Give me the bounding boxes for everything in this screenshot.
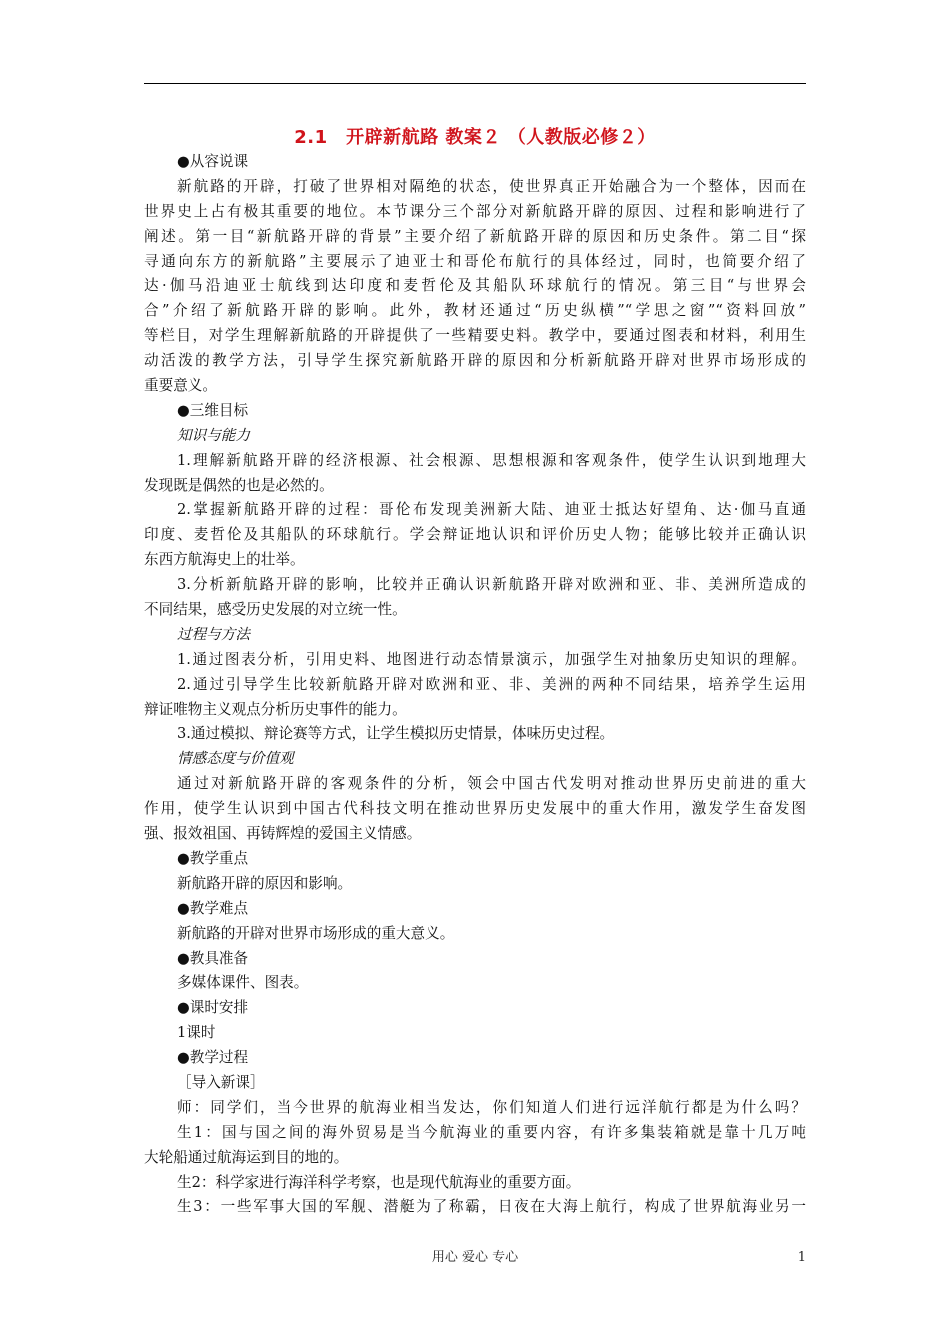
text-line: 1.理解新航路开辟的经济根源、社会根源、思想根源和客观条件，使学生认识到地理大	[177, 451, 806, 469]
text-line: 通过对新航路开辟的客观条件的分析，领会中国古代发明对推动世界历史前进的重大	[177, 775, 806, 793]
text-line: 寻通向东方的新航路”主要展示了迪亚士和哥伦布航行的具体经过，同时，也简要介绍了	[144, 252, 806, 270]
text-line: 达·伽马沿迪亚士航线到达印度和麦哲伦及其船队环球航行的情况。第三目“与世界会	[144, 277, 806, 295]
text-line: 东西方航海史上的壮举。	[144, 551, 305, 569]
text-line: 辩证唯物主义观点分析历史事件的能力。	[144, 700, 407, 718]
text-line: ●教具准备	[177, 949, 249, 967]
text-line: 3.通过模拟、辩论赛等方式，让学生模拟历史情景，体味历史过程。	[177, 725, 615, 743]
text-line: 新航路的开辟，打破了世界相对隔绝的状态，使世界真正开始融合为一个整体，因而在	[177, 177, 806, 195]
text-line: 3.分析新航路开辟的影响，比较并正确认识新航路开辟对欧洲和亚、非、美洲所造成的	[177, 576, 806, 594]
text-line: 生2：科学家进行海洋科学考察，也是现代航海业的重要方面。	[177, 1173, 581, 1191]
text-line: 重要意义。	[144, 377, 217, 395]
page-footer: 用心 爱心 专心	[431, 1250, 519, 1265]
text-line: 生3：一些军事大国的军舰、潜艇为了称霸，日夜在大海上航行，构成了世界航海业另一	[177, 1198, 806, 1216]
text-line: 世界史上占有极其重要的地位。本节课分三个部分对新航路开辟的原因、过程和影响进行了	[144, 202, 806, 220]
text-line: ●教学重点	[177, 849, 249, 867]
text-line: 新航路开辟的原因和影响。	[177, 874, 353, 892]
page-number: 1	[797, 1250, 806, 1265]
text-line: 强、报效祖国、再铸辉煌的爱国主义情感。	[144, 825, 422, 843]
text-line: 等栏目，对学生理解新航路的开辟提供了一些精要史料。教学中，要通过图表和材料，利用生	[144, 327, 806, 345]
text-line: ●从容说课	[177, 153, 249, 170]
text-line: 多媒体课件、图表。	[177, 974, 309, 992]
text-line: 阐述。第一目“新航路开辟的背景”主要介绍了新航路开辟的原因和历史条件。第二目“探	[144, 227, 806, 245]
text-line: 师：同学们，当今世界的航海业相当发达，你们知道人们进行远洋航行都是为什么吗？	[177, 1098, 806, 1116]
text-line: 新航路的开辟对世界市场形成的重大意义。	[177, 924, 455, 942]
text-line: 印度、麦哲伦及其船队的环球航行。学会辩证地认识和评价历史人物；能够比较并正确认识	[144, 526, 806, 544]
text-line: 1.通过图表分析，引用史料、地图进行动态情景演示，加强学生对抽象历史知识的理解。	[177, 650, 806, 668]
text-line: ［导入新课］	[177, 1073, 265, 1091]
text-line: 2.通过引导学生比较新航路开辟对欧洲和亚、非、美洲的两种不同结果，培养学生运用	[177, 675, 806, 693]
text-line: 发现既是偶然的也是必然的。	[144, 476, 334, 494]
text-line: 大轮船通过航海运到目的地的。	[144, 1148, 349, 1166]
text-line: ●教学过程	[177, 1049, 249, 1067]
text-line: 1课时	[177, 1024, 216, 1042]
text-line: 2.掌握新航路开辟的过程：哥伦布发现美洲新大陆、迪亚士抵达好望角、达·伽马直通	[177, 501, 806, 519]
text-line: ●教学难点	[177, 899, 249, 917]
text-line: 作用，使学生认识到中国古代科技文明在推动世界历史发展中的重大作用，激发学生奋发图	[144, 800, 806, 818]
text-line: 情感态度与价值观	[177, 750, 294, 768]
header-rule	[144, 83, 806, 84]
text-line: 生1：国与国之间的海外贸易是当今航海业的重要内容，有许多集装箱就是靠十几万吨	[177, 1123, 806, 1141]
text-line: ●三维目标	[177, 401, 249, 419]
lesson-title: 2.1 开辟新航路 教案２ （人教版必修２）	[294, 127, 656, 148]
text-line: 过程与方法	[177, 625, 250, 643]
text-line: ●课时安排	[177, 999, 249, 1017]
document-body	[144, 150, 806, 1220]
text-line: 知识与能力	[177, 426, 250, 444]
text-line: 不同结果，感受历史发展的对立统一性。	[144, 601, 407, 619]
text-line: 动活泼的教学方法，引导学生探究新航路开辟的原因和分析新航路开辟对世界市场形成的	[144, 352, 806, 370]
text-line: 合”介绍了新航路开辟的影响。此外，教材还通过“历史纵横”“学思之窗”“资料回放”	[144, 302, 806, 320]
